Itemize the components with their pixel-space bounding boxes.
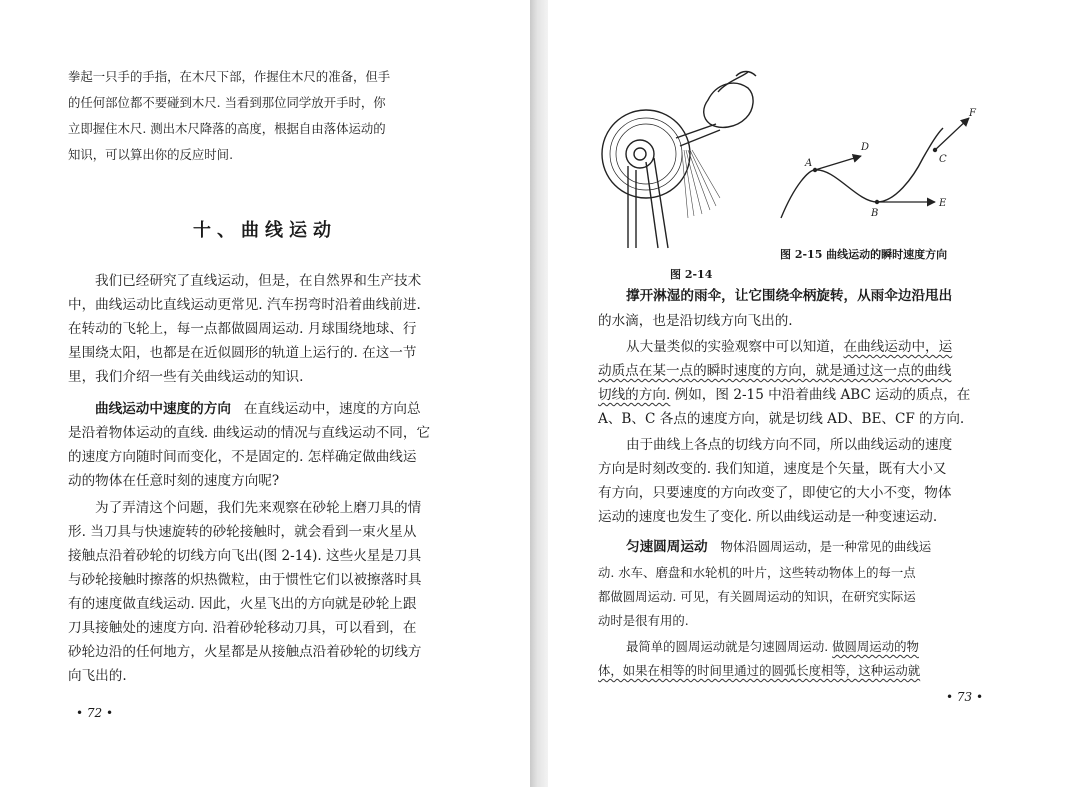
para3-line-1: 为了弄清这个问题，我们先来观察在砂轮上磨刀具的情 <box>95 500 422 516</box>
right-para2-line-1-plain: 从大量类似的实验观察中可以知道， <box>626 339 844 355</box>
para3-line-7: 砂轮边沿的任何地方，火星都是从接触点沿着砂轮的切线方 <box>68 644 422 660</box>
right-para2-line-2: 动质点在某一点的瞬时速度的方向，就是通过这一点的曲线 <box>598 363 952 379</box>
grinding-wheel-figure <box>598 66 768 256</box>
right-para3-line-4: 运动的速度也发生了变化. 所以曲线运动是一种变速运动. <box>598 509 938 525</box>
para1-line-1: 我们已经研究了直线运动，但是，在自然界和生产技术 <box>95 273 422 289</box>
label-b: B <box>871 208 879 219</box>
right-para2-line-1 <box>626 336 952 358</box>
right-para2-line-3 <box>598 384 970 406</box>
right-para4-line-3: 都做圆周运动. 可见，有关圆周运动的知识，在研究实际运 <box>598 589 916 604</box>
intro-line-1: 拳起一只手的手指，在木尺下部，作握住木尺的准备，但手 <box>68 69 391 84</box>
right-para4-heading: 匀速圆周运动 <box>626 539 708 555</box>
label-d: D <box>861 142 870 153</box>
para2-line-3: 的速度方向随时间而变化，不是固定的. 怎样确定做曲线运 <box>68 449 417 465</box>
section-title: 十、曲线运动 <box>193 220 337 241</box>
right-page <box>548 0 1080 787</box>
para3-line-6: 刀具接触处的速度方向. 沿着砂轮移动刀具，可以看到，在 <box>68 620 417 636</box>
para1-line-3: 在转动的飞轮上，每一点都做圆周运动. 月球围绕地球、行 <box>68 321 417 337</box>
intro-line-3: 立即握住木尺. 测出木尺降落的高度，根据自由落体运动的 <box>68 121 386 136</box>
para2-line-2: 是沿着物体运动的直线. 曲线运动的情况与直线运动不同，它 <box>68 425 431 441</box>
para1-line-4: 星围绕太阳，也都是在近似圆形的轨道上运行的. 在这一节 <box>68 345 417 361</box>
label-e: E <box>939 198 947 209</box>
para2-line-4: 动的物体在任意时刻的速度方向呢? <box>68 473 280 489</box>
para1-line-5: 里，我们介绍一些有关曲线运动的知识. <box>68 369 304 385</box>
page-number-left: • 72 • <box>76 706 114 720</box>
right-para4-line-1-rest: 物体沿圆周运动，是一种常见的曲线运 <box>720 539 932 554</box>
right-para4-line-4: 动时是很有用的. <box>598 613 689 628</box>
para3-line-8: 向飞出的. <box>68 668 127 684</box>
fig15-caption: 图 2-15 曲线运动的瞬时速度方向 <box>780 248 948 261</box>
right-para2-line-3-emph: 切线的方向. <box>598 387 671 403</box>
right-para4-line-1 <box>626 536 931 558</box>
right-para5-line-1-plain: 最简单的圆周运动就是匀速圆周运动. <box>626 639 833 654</box>
label-c: C <box>939 154 947 165</box>
intro-line-4: 知识，可以算出你的反应时间. <box>68 147 234 162</box>
right-para5-line-1-emph: 做圆周运动的物 <box>832 639 919 654</box>
right-para2-line-3-rest: 例如，图 2-15 中沿着曲线 ABC 运动的质点，在 <box>670 387 971 403</box>
right-para1-line-1: 撑开淋湿的雨伞，让它围绕伞柄旋转，从雨伞边沿甩出 <box>626 288 953 304</box>
para3-line-2: 形. 当刀具与快速旋转的砂轮接触时，就会看到一束火星从 <box>68 524 417 540</box>
right-para1-line-2: 的水滴，也是沿切线方向飞出的. <box>598 313 793 329</box>
page-number-right: • 73 • <box>946 690 984 704</box>
book-gutter <box>530 0 548 787</box>
para1-line-2: 中，曲线运动比直线运动更常见. 汽车拐弯时沿着曲线前进. <box>68 297 421 313</box>
label-f: F <box>969 108 976 119</box>
right-para2-line-4: A、B、C 各点的速度方向，就是切线 AD、BE、CF 的方向. <box>598 411 965 427</box>
right-para4-line-2: 动. 水车、磨盘和水轮机的叶片，这些转动物体上的每一点 <box>598 565 916 580</box>
para2-heading: 曲线运动中速度的方向 <box>95 401 231 417</box>
label-a: A <box>805 158 813 169</box>
right-para3-line-3: 有方向，只要速度的方向改变了，即使它的大小不变，物体 <box>598 485 952 501</box>
right-para2-line-1-emph: 在曲线运动中，运 <box>843 339 953 355</box>
right-para5-line-1 <box>626 636 919 658</box>
para2-line-1-rest: 在直线运动中，速度的方向总 <box>243 401 421 417</box>
right-para3-line-1: 由于曲线上各点的切线方向不同，所以曲线运动的速度 <box>626 437 953 453</box>
para3-line-4: 与砂轮接触时擦落的炽热微粒，由于惯性它们以被擦落时具 <box>68 572 422 588</box>
para3-line-3: 接触点沿着砂轮的切线方向飞出(图 2-14). 这些火星是刀具 <box>68 548 422 564</box>
para2-line-1 <box>95 398 421 420</box>
para3-line-5: 有的速度做直线运动. 因此，火星飞出的方向就是砂轮上跟 <box>68 596 417 612</box>
right-para5-line-2: 体，如果在相等的时间里通过的圆弧长度相等，这种运动就 <box>598 663 921 678</box>
curve-tangent-figure <box>773 106 983 224</box>
right-para3-line-2: 方向是时刻改变的. 我们知道，速度是个矢量，既有大小又 <box>598 461 947 477</box>
intro-line-2: 的任何部位都不要碰到木尺. 当看到那位同学放开手时，你 <box>68 95 386 110</box>
left-page <box>0 0 530 787</box>
fig14-caption: 图 2-14 <box>670 268 713 281</box>
